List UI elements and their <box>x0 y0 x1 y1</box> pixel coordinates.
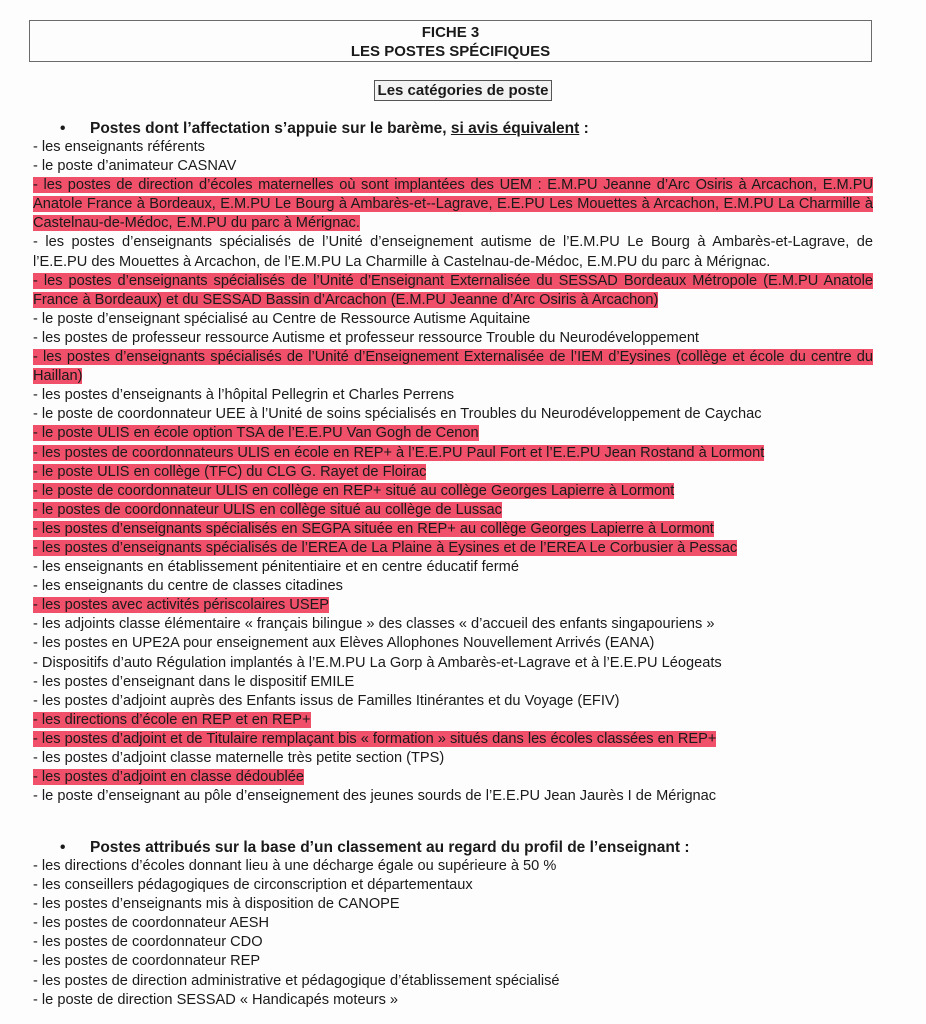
list-item <box>33 711 873 730</box>
item-text: - les enseignants du centre de classes citadines <box>33 578 343 595</box>
list-item <box>33 463 873 482</box>
list-item <box>33 787 873 806</box>
list-item <box>33 539 873 558</box>
item-text: - les postes de professeur ressource Autisme et professeur ressource Trouble du Neurodéveloppement <box>33 329 699 346</box>
item-text: - le poste d’enseignant spécialisé au Centre de Ressource Autisme Aquitaine <box>33 310 531 327</box>
list-item <box>33 895 873 914</box>
list-item <box>33 405 873 424</box>
section1-heading <box>60 119 589 138</box>
list-item <box>33 991 873 1010</box>
highlighted-item-text: - les postes d’enseignants spécialisés de l’EREA de La Plaine à Eysines et de l’EREA Le Corbusier à Pessac <box>33 539 738 556</box>
list-item <box>33 482 873 501</box>
item-text: - le poste de direction SESSAD « Handicapés moteurs » <box>33 991 399 1008</box>
list-item <box>33 444 873 463</box>
item-text: - les postes d’enseignants spécialisés de l’Unité d’enseignement autisme de l’E.M.PU Le Bourg à Ambarès-et-Lagrave, de l’E.E.PU des Mouettes à Arcachon, de l’E.M.PU La Charmille à Castelnau-de-Médoc, E.M.PU du parc à Mérignac. <box>33 234 873 270</box>
bullet-icon: • <box>60 120 66 137</box>
item-text: - le poste d’enseignant au pôle d’enseignement des jeunes sourds de l’E.E.PU Jean Jaurès I de Mérignac <box>33 788 717 805</box>
item-text: - les enseignants en établissement pénitentiaire et en centre éducatif fermé <box>33 559 519 576</box>
highlighted-item-text: - le postes de coordonnateur ULIS en collège situé au collège de Lussac <box>33 501 502 518</box>
highlighted-item-text: - les postes d’enseignants spécialisés de l’Unité d’Enseignant Externalisée du SESSAD Bordeaux Métropole (E.M.PU Anatole France à Bordeaux) et du SESSAD Bassin d’Arcachon (E.M.PU Jeanne d’Arc Osiris à Arcachon) <box>33 272 873 308</box>
list-item <box>33 972 873 991</box>
list-item <box>33 615 873 634</box>
list-item <box>33 768 873 787</box>
list-item <box>33 596 873 615</box>
section1-heading-suffix: : <box>579 120 589 137</box>
item-text: - Dispositifs d’auto Régulation implantés à l’E.M.PU La Gorp à Ambarès-et-Lagrave et à l’E.E.PU Léogeats <box>33 654 722 671</box>
section1-heading-underlined: si avis équivalent <box>450 120 580 137</box>
list-item <box>33 914 873 933</box>
highlighted-item-text: - les postes d’enseignants spécialisés de l’Unité d’Enseignement Externalisée de l’IEM d’Eysines (collège et école du centre du Haillan) <box>33 349 873 385</box>
highlighted-item-text: - les directions d’école en REP et en REP+ <box>33 711 311 728</box>
list-item <box>33 348 873 386</box>
item-text: - les directions d’écoles donnant lieu à une décharge égale ou supérieure à 50 % <box>33 858 557 874</box>
item-text: - les postes d’enseignants à l’hôpital Pellegrin et Charles Perrens <box>33 387 455 404</box>
list-item <box>33 176 873 233</box>
list-item <box>33 654 873 673</box>
list-item <box>33 673 873 692</box>
section2-heading-text: Postes attribués sur la base d’un classement au regard du profil de l’enseignant : <box>90 839 690 856</box>
item-text: - les postes d’enseignant dans le dispositif EMILE <box>33 673 355 690</box>
item-text: - les postes de coordonnateur CDO <box>33 934 263 951</box>
highlighted-item-text: - les postes d’adjoint et de Titulaire remplaçant bis « formation » situés dans les écoles classées en REP+ <box>33 730 717 747</box>
highlighted-item-text: - les postes de direction d’écoles maternelles où sont implantées des UEM : E.M.PU Jeanne d’Arc Osiris à Arcachon, E.M.PU Anatole France à Bordeaux, E.M.PU Le Bourg à Ambarès-et--Lagrave, E.E.PU Les Mouettes à Arcachon, E.M.PU La Charmille à Castelnau-de-Médoc, E.M.PU du parc à Mérignac. <box>33 177 873 232</box>
list-item <box>33 386 873 405</box>
bullet-icon: • <box>60 839 66 856</box>
item-text: - les postes d’adjoint auprès des Enfants issus de Familles Itinérantes et du Voyage (EFIV) <box>33 692 620 709</box>
list-item <box>33 310 873 329</box>
list-item <box>33 577 873 596</box>
highlighted-item-text: - le poste de coordonnateur ULIS en collège en REP+ situé au collège Georges Lapierre à Lormont <box>33 482 675 499</box>
list-item <box>33 749 873 768</box>
item-text: - le poste d’animateur CASNAV <box>33 158 237 175</box>
section1-list <box>33 138 873 806</box>
list-item <box>33 501 873 520</box>
item-text: - les postes de coordonnateur AESH <box>33 915 270 932</box>
highlighted-item-text: - le poste ULIS en école option TSA de l’E.E.PU Van Gogh de Cenon <box>33 425 479 442</box>
item-text: - les conseillers pédagogiques de circonscription et départementaux <box>33 877 473 894</box>
fiche-number: FICHE 3 <box>421 24 480 41</box>
highlighted-item-text: - les postes avec activités périscolaires USEP <box>33 597 330 614</box>
subtitle-container <box>0 80 926 101</box>
section1-heading-text: Postes dont l’affectation s’appuie sur le barème, <box>90 120 451 137</box>
list-item <box>33 634 873 653</box>
section2-list <box>33 857 873 1010</box>
list-item <box>33 272 873 310</box>
list-item <box>33 692 873 711</box>
list-item <box>33 138 873 157</box>
list-item <box>33 952 873 971</box>
list-item <box>33 876 873 895</box>
highlighted-item-text: - les postes de coordonnateurs ULIS en école en REP+ à l’E.E.PU Paul Fort et l’E.E.PU Jean Rostand à Lormont <box>33 444 765 461</box>
list-item <box>33 157 873 176</box>
list-item <box>33 520 873 539</box>
list-item <box>33 933 873 952</box>
list-item <box>33 329 873 348</box>
highlighted-item-text: - les postes d’adjoint en classe dédoublée <box>33 769 304 786</box>
highlighted-item-text: - les postes d’enseignants spécialisés en SEGPA située en REP+ au collège Georges Lapierre à Lormont <box>33 520 714 537</box>
item-text: - le poste de coordonnateur UEE à l’Unité de soins spécialisés en Troubles du Neurodéveloppement de Caychac <box>33 406 762 423</box>
item-text: - les postes en UPE2A pour enseignement aux Elèves Allophones Nouvellement Arrivés (EANA) <box>33 635 655 652</box>
list-item <box>33 233 873 271</box>
item-text: - les enseignants référents <box>33 139 205 155</box>
list-item <box>33 558 873 577</box>
list-item <box>33 857 873 876</box>
list-item <box>33 424 873 443</box>
list-item <box>33 730 873 749</box>
section-subtitle: Les catégories de poste <box>374 80 553 101</box>
fiche-title-box <box>29 20 872 62</box>
section2-heading <box>60 838 690 857</box>
highlighted-item-text: - le poste ULIS en collège (TFC) du CLG G. Rayet de Floirac <box>33 463 427 480</box>
item-text: - les postes de coordonnateur REP <box>33 953 261 970</box>
fiche-title: LES POSTES SPÉCIFIQUES <box>350 43 551 60</box>
item-text: - les postes d’adjoint classe maternelle très petite section (TPS) <box>33 750 445 766</box>
item-text: - les postes d’enseignants mis à disposition de CANOPE <box>33 896 400 913</box>
item-text: - les postes de direction administrative et pédagogique d’établissement spécialisé <box>33 972 560 989</box>
item-text: - les adjoints classe élémentaire « français bilingue » des classes « d’accueil des enfants singapouriens » <box>33 616 715 633</box>
